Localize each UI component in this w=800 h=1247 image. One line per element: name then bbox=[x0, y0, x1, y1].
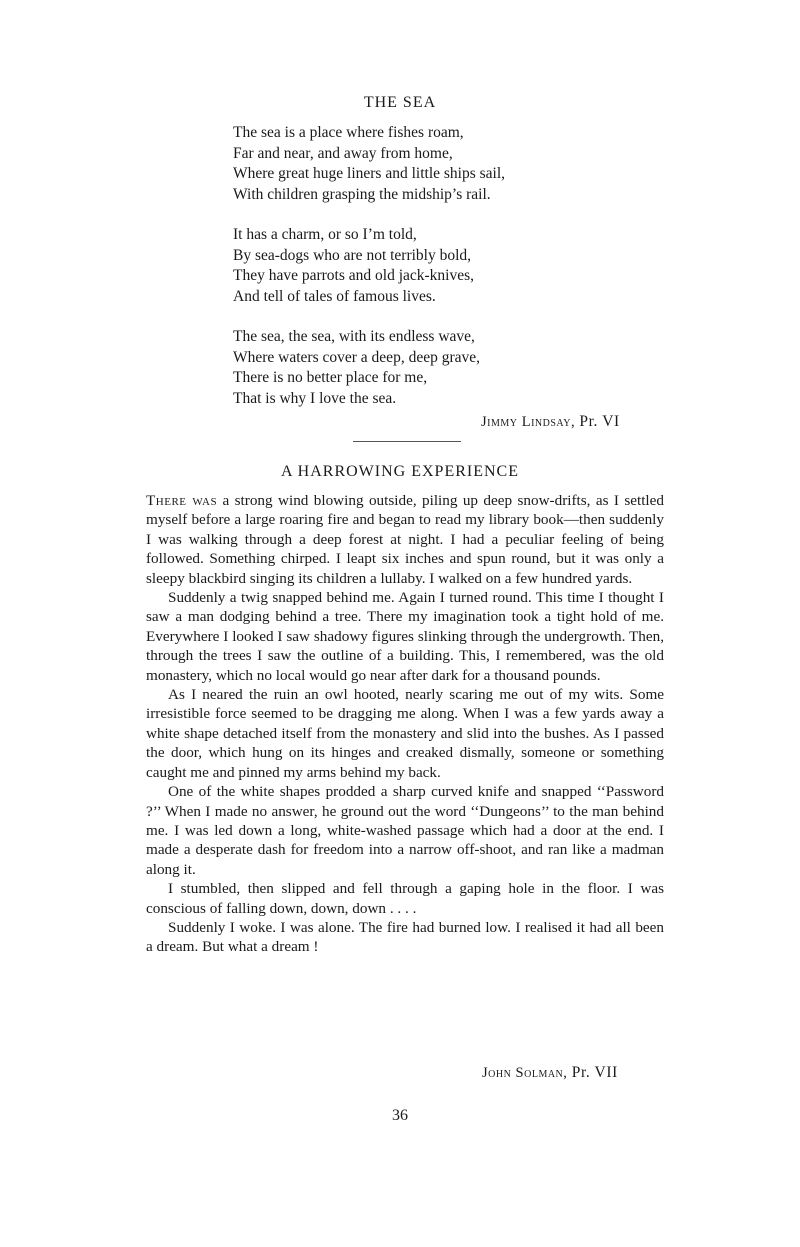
story-paragraph-text: a strong wind blowing outside, piling up deep snow-drifts, as I settled myself before a large roaring fire and began to read my library book—then suddenly I was walking through a deep forest at night. I had a peculiar feeling of being followed. Something chirped. I leapt six inches and spun round, but it was only a sleepy blackbird singing its children a lullaby. I walked on a few hundred yards. bbox=[146, 492, 664, 587]
poem-line: There is no better place for me, bbox=[233, 369, 428, 386]
poem-stanza-3 bbox=[233, 327, 693, 409]
story-body bbox=[146, 491, 664, 957]
story-author-form: Pr. VII bbox=[571, 1064, 618, 1081]
poem-line: That is why I love the sea. bbox=[233, 389, 397, 407]
poem-author-first: Jimmy bbox=[481, 414, 518, 430]
poem-author-last: Lindsay bbox=[521, 414, 571, 430]
poem-line: By sea-dogs who are not terribly bold, bbox=[233, 246, 472, 264]
poem-line: Where great huge liners and little ships sail, bbox=[233, 165, 506, 182]
story-paragraph bbox=[146, 491, 664, 588]
poem-line: The sea, the sea, with its endless wave, bbox=[233, 328, 475, 345]
poem-title: THE SEA bbox=[363, 94, 437, 111]
poem-body bbox=[233, 123, 693, 429]
story-paragraph: One of the white shapes prodded a sharp curved knife and snapped ‘‘Password ?’’ When I made no answer, he ground out the word ‘‘Dungeons’’ to the man behind me. I was led down a long, white-washed passage which had a door at the end. I made a desperate dash for freedom into a narrow off-shoot, and ran like a madman along it. bbox=[146, 783, 664, 878]
story-author: John Solman, Pr. VII bbox=[482, 1064, 618, 1081]
poem-author: Jimmy Lindsay, Pr. VI bbox=[481, 413, 620, 430]
poem-line: The sea is a place where fishes roam, bbox=[233, 124, 464, 141]
poem-line: They have parrots and old jack-knives, bbox=[233, 267, 475, 284]
story-author-last: Solman bbox=[515, 1065, 564, 1081]
story-paragraph: As I neared the ruin an owl hooted, nearly scaring me out of my wits. Some irresistible force seemed to be dragging me along. When I was a few yards away a white shape detached itself from the monastery and slid into the bushes. As I passed the door, which hung on its hinges and creaked dismally, someone or something caught me and pinned my arms behind my back. bbox=[146, 686, 664, 781]
poem-stanza-1 bbox=[233, 123, 693, 205]
poem-line: With children grasping the midship’s rail. bbox=[233, 185, 491, 203]
poem-line: Far and near, and away from home, bbox=[233, 144, 453, 162]
story-paragraph: Suddenly I woke. I was alone. The fire had burned low. I realised it had all been a dream. But what a dream ! bbox=[146, 918, 664, 956]
poem-author-form: Pr. VI bbox=[579, 413, 620, 430]
story-lead-words: There was bbox=[146, 492, 218, 509]
story-author-first: John bbox=[482, 1065, 512, 1081]
poem-line: Where waters cover a deep, deep grave, bbox=[233, 348, 480, 366]
section-divider bbox=[353, 441, 461, 442]
story-paragraph: I stumbled, then slipped and fell through a gaping hole in the floor. I was conscious of falling down, down, down . . . . bbox=[146, 880, 664, 917]
story-paragraph: Suddenly a twig snapped behind me. Again I turned round. This time I thought I saw a man dodging behind a tree. There my imagination took a tight hold of me. Everywhere I looked I saw shadowy figures slinking through the undergrowth. Then, through the trees I saw the outline of a building. This, I remembered, was the old monastery, which no local would go near after dark for a thousand pounds. bbox=[146, 589, 664, 684]
poem-line: It has a charm, or so I’m told, bbox=[233, 226, 417, 243]
poem-stanza-2 bbox=[233, 225, 693, 307]
page-number: 36 bbox=[392, 1107, 408, 1124]
story-title: A HARROWING EXPERIENCE bbox=[281, 463, 519, 480]
poem-line: And tell of tales of famous lives. bbox=[233, 287, 436, 305]
